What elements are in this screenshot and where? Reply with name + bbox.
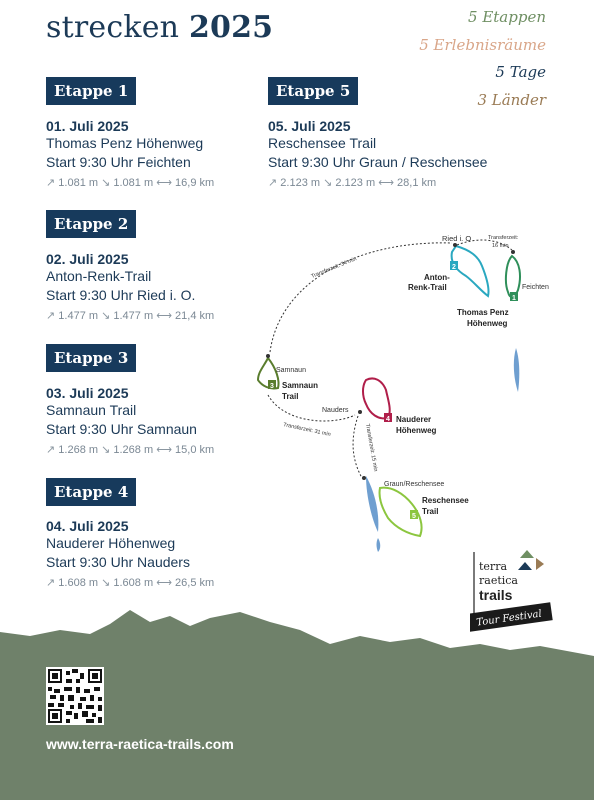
logo-line-trails: trails (479, 587, 513, 603)
stage-name: Thomas Penz Höhenweg (46, 135, 204, 151)
lake-reschensee (366, 476, 378, 532)
logo-mark-brown (536, 558, 544, 570)
descent-icon: ↘ (323, 177, 333, 189)
trail-label-nauderer-line1: Nauderer (396, 415, 432, 424)
stage-stats (46, 176, 296, 189)
ascent-icon: ↗ (46, 177, 56, 189)
trail-label-samnaun-line1: Samnaun (282, 381, 319, 390)
lake-small (377, 538, 381, 552)
logo-mark-blue (518, 562, 532, 570)
trail-stage-4 (363, 378, 390, 418)
place-dot-samnaun (266, 354, 270, 358)
stage-start: Start 9:30 Uhr Feichten (46, 154, 191, 170)
ascent-icon: ↗ (268, 177, 278, 189)
ascent-icon: ↗ (46, 444, 56, 456)
stage-1-info (46, 118, 296, 189)
place-label-nauders: Nauders (322, 407, 349, 414)
terra-raetica-trails-logo (470, 548, 560, 638)
descent-icon: ↘ (101, 444, 111, 456)
ascent-value: 1.081 m (58, 177, 99, 189)
route-map (248, 226, 578, 566)
stage-name: Nauderer Höhenweg (46, 535, 176, 551)
stage-date: 04. Juli 2025 (46, 518, 129, 534)
stage-date: 01. Juli 2025 (46, 118, 129, 134)
stage-4-number: 4 (386, 416, 390, 423)
descent-value: 2.123 m (335, 177, 376, 189)
stage-name: Reschensee Trail (268, 135, 377, 151)
stage-start: Start 9:30 Uhr Ried i. O. (46, 287, 196, 303)
stage-date: 03. Juli 2025 (46, 385, 129, 401)
trail-label-anton-line1: Anton- (424, 273, 450, 282)
transfer-label-2: Transferzeit: 34 min (310, 256, 358, 280)
descent-icon: ↘ (101, 577, 111, 589)
stage-stats (268, 176, 568, 189)
trail-label-samnaun-line2: Trail (282, 392, 299, 401)
distance-value: 26,5 km (175, 577, 215, 589)
distance-value: 15,0 km (175, 444, 215, 456)
trail-label-anton-line2: Renk-Trail (408, 283, 447, 292)
place-dot-feichten (511, 250, 515, 254)
descent-value: 1.081 m (113, 177, 154, 189)
distance-icon: ⟷ (156, 177, 172, 189)
descent-value: 1.268 m (113, 444, 154, 456)
place-label-ried: Ried i. O (442, 234, 472, 243)
distance-icon: ⟷ (156, 310, 172, 322)
stage-5-badge: Etappe 5 (268, 77, 358, 105)
lake-top (514, 348, 519, 392)
qr-code (46, 667, 104, 725)
tagline-laender: 3 Länder (477, 91, 546, 109)
descent-icon: ↘ (101, 177, 111, 189)
title-year: 2025 (188, 10, 274, 45)
trail-label-nauderer-line2: Höhenweg (396, 426, 437, 435)
trail-stage-2 (452, 246, 489, 296)
descent-value: 1.477 m (113, 310, 154, 322)
trail-label-thomas-line2: Höhenweg (467, 319, 508, 328)
stage-date: 05. Juli 2025 (268, 118, 351, 134)
ascent-icon: ↗ (46, 577, 56, 589)
distance-icon: ⟷ (156, 444, 172, 456)
transfer-arc-samnaun-ried (270, 243, 452, 352)
stage-3-badge: Etappe 3 (46, 344, 136, 372)
trail-label-thomas-line1: Thomas Penz (457, 308, 509, 317)
page-title (46, 10, 273, 45)
place-dot-ried (453, 243, 457, 247)
distance-value: 16,9 km (175, 177, 215, 189)
stage-2-number: 2 (452, 264, 456, 271)
logo-mark-green (520, 550, 534, 558)
stage-date: 02. Juli 2025 (46, 251, 129, 267)
place-label-graun: Graun/Reschensee (384, 481, 445, 488)
stage-stats (46, 576, 296, 589)
tagline-erlebnisraeume: 5 Erlebnisräume (419, 36, 546, 54)
ascent-value: 1.268 m (58, 444, 99, 456)
trail-label-reschensee-line1: Reschensee (422, 496, 469, 505)
transfer-label-1b: 16 min (492, 243, 509, 249)
transfer-arc-nauders-graun (353, 416, 362, 478)
ascent-value: 2.123 m (280, 177, 321, 189)
stage-start: Start 9:30 Uhr Graun / Reschensee (268, 154, 488, 170)
stage-start: Start 9:30 Uhr Samnaun (46, 421, 197, 437)
logo-line-raetica: raetica (479, 574, 518, 587)
distance-value: 28,1 km (397, 177, 437, 189)
distance-icon: ⟷ (156, 577, 172, 589)
descent-icon: ↘ (101, 310, 111, 322)
title-light: strecken (46, 10, 180, 45)
distance-value: 21,4 km (175, 310, 215, 322)
descent-value: 1.608 m (113, 577, 154, 589)
ascent-value: 1.608 m (58, 577, 99, 589)
stage-2-badge: Etappe 2 (46, 210, 136, 238)
ascent-icon: ↗ (46, 310, 56, 322)
stage-name: Anton-Renk-Trail (46, 268, 152, 284)
transfer-label-1a: Transferzeit: (488, 235, 519, 241)
stage-3-number: 3 (270, 383, 274, 390)
website-url[interactable]: www.terra-raetica-trails.com (46, 736, 234, 752)
distance-icon: ⟷ (378, 177, 394, 189)
place-label-feichten: Feichten (522, 284, 549, 291)
tagline-etappen: 5 Etappen (468, 8, 546, 26)
place-dot-graun (362, 476, 366, 480)
place-dot-nauders (358, 410, 362, 414)
trail-stage-1 (506, 256, 520, 297)
place-label-samnaun: Samnaun (276, 367, 306, 374)
stage-1-badge: Etappe 1 (46, 77, 136, 105)
ascent-value: 1.477 m (58, 310, 99, 322)
logo-ribbon-text: Tour Festival (475, 608, 543, 629)
stage-1-number: 1 (512, 295, 516, 302)
stage-5-info (268, 118, 568, 189)
stage-5-number: 5 (412, 513, 416, 520)
transfer-label-3: Transferzeit: 31 min (282, 422, 332, 439)
stage-4-badge: Etappe 4 (46, 478, 136, 506)
logo-line-terra: terra (479, 560, 508, 573)
stage-name: Samnaun Trail (46, 402, 137, 418)
transfer-label-4: Transferzeit: 15 min (364, 423, 379, 473)
tagline-tage: 5 Tage (495, 63, 546, 81)
stage-start: Start 9:30 Uhr Nauders (46, 554, 190, 570)
trail-label-reschensee-line2: Trail (422, 507, 439, 516)
